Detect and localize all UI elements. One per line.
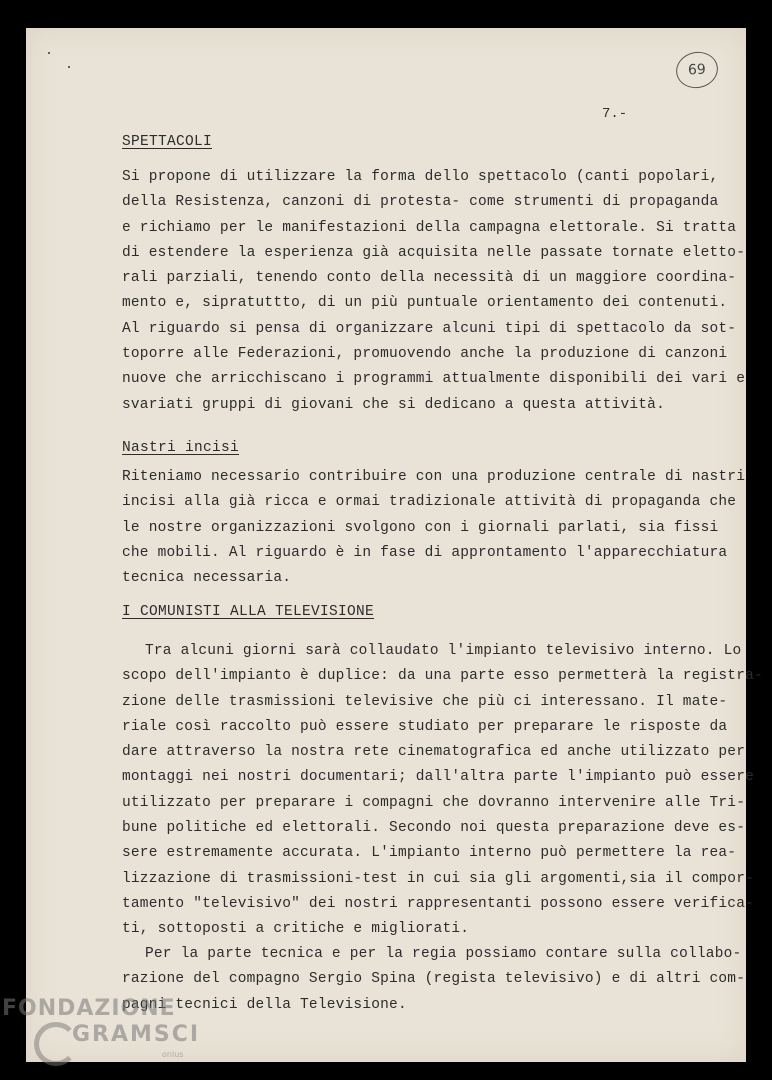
text-line: tamento "televisivo" dei nostri rappresentanti possono essere verifica- (122, 895, 755, 912)
text-line: pagni tecnici della Televisione. (122, 996, 407, 1013)
text-line: razione del compagno Sergio Spina (regista televisivo) e di altri com- (122, 971, 746, 988)
text-line: Per la parte tecnica e per la regia possiamo contare sulla collabo- (145, 946, 742, 962)
text-line: dare attraverso la nostra rete cinematografica ed anche utilizzato per (122, 744, 746, 761)
section-heading-televisione: I COMUNISTI ALLA TELEVISIONE (122, 604, 375, 620)
text-line: ti, sottoposti a critiche e migliorati. (122, 921, 470, 938)
watermark-line2: GRAMSCI (72, 1022, 201, 1047)
text-line: incisi alla già ricca e ormai tradizionale attività di propaganda che (122, 494, 737, 511)
text-line: bune politiche ed elettorali. Secondo noi questa preparazione deve es- (122, 820, 746, 837)
page-number: 7.- (602, 106, 628, 122)
ink-dot (48, 52, 50, 54)
text-line: sere estremamente accurata. L'impianto interno può permettere la rea- (122, 845, 737, 862)
archive-page-stamp (673, 48, 722, 92)
text-line: le nostre organizzazioni svolgono con i giornali parlati, sia fissi (122, 519, 719, 536)
text-line: della Resistenza, canzoni di protesta- come strumenti di propaganda (122, 194, 719, 211)
paragraph-televisione-1 (122, 639, 763, 943)
watermark-line1: FONDAZIONE (2, 996, 176, 1021)
text-line: Al riguardo si pensa di organizzare alcuni tipi di spettacolo da sot- (122, 320, 737, 337)
text-line: Si propone di utilizzare la forma dello spettacolo (canti popolari, (122, 169, 719, 185)
fondazione-gramsci-watermark (2, 996, 212, 1076)
text-line: scopo dell'impianto è duplice: da una parte esso permetterà la registra- (122, 668, 763, 685)
section-heading-nastri-incisi: Nastri incisi (122, 440, 240, 456)
text-line: riale così raccolto può essere studiato per preparare le risposte da (122, 718, 728, 735)
paragraph-nastri-incisi (122, 465, 746, 591)
text-line: nuove che arricchiscano i programmi attualmente disponibili dei vari e (122, 371, 746, 388)
text-line: di estendere la esperienza già acquisita nelle passate tornate eletto- (122, 244, 746, 261)
text-line: zione delle trasmissioni televisive che più ci interessano. Il mate- (122, 693, 728, 710)
section-heading-spettacoli: SPETTACOLI (122, 134, 213, 150)
text-line: rali parziali, tenendo conto della necessità di un maggiore coordina- (122, 270, 737, 287)
text-line: lizzazione di trasmissioni-test in cui sia gli argomenti,sia il compor- (122, 870, 755, 887)
text-line: toporre alle Federazioni, promuovendo anche la produzione di canzoni (122, 346, 728, 363)
archive-number: 69 (687, 61, 707, 79)
text-line: che mobili. Al riguardo è in fase di approntamento l'apparecchiatura (122, 544, 728, 561)
text-line: montaggi nei nostri documentari; dall'altra parte l'impianto può essere (122, 769, 755, 786)
text-line: utilizzato per preparare i compagni che dovranno intervenire alle Tri- (122, 794, 746, 811)
watermark-suffix: onlus (162, 1050, 184, 1059)
text-line: Tra alcuni giorni sarà collaudato l'impianto televisivo interno. Lo (145, 643, 742, 659)
text-line: e richiamo per le manifestazioni della campagna elettorale. Si tratta (122, 219, 737, 236)
paragraph-spettacoli (122, 165, 746, 418)
document-page (26, 28, 763, 1062)
text-line: tecnica necessaria. (122, 570, 292, 587)
text-line: mento e, sipratuttto, di un più puntuale orientamento dei contenuti. (122, 295, 728, 312)
paragraph-televisione-2 (122, 942, 746, 1018)
ink-dot (68, 66, 70, 68)
text-line: Riteniamo necessario contribuire con una produzione centrale di nastri (122, 469, 746, 485)
text-line: svariati gruppi di giovani che si dedicano a questa attività. (122, 396, 665, 413)
